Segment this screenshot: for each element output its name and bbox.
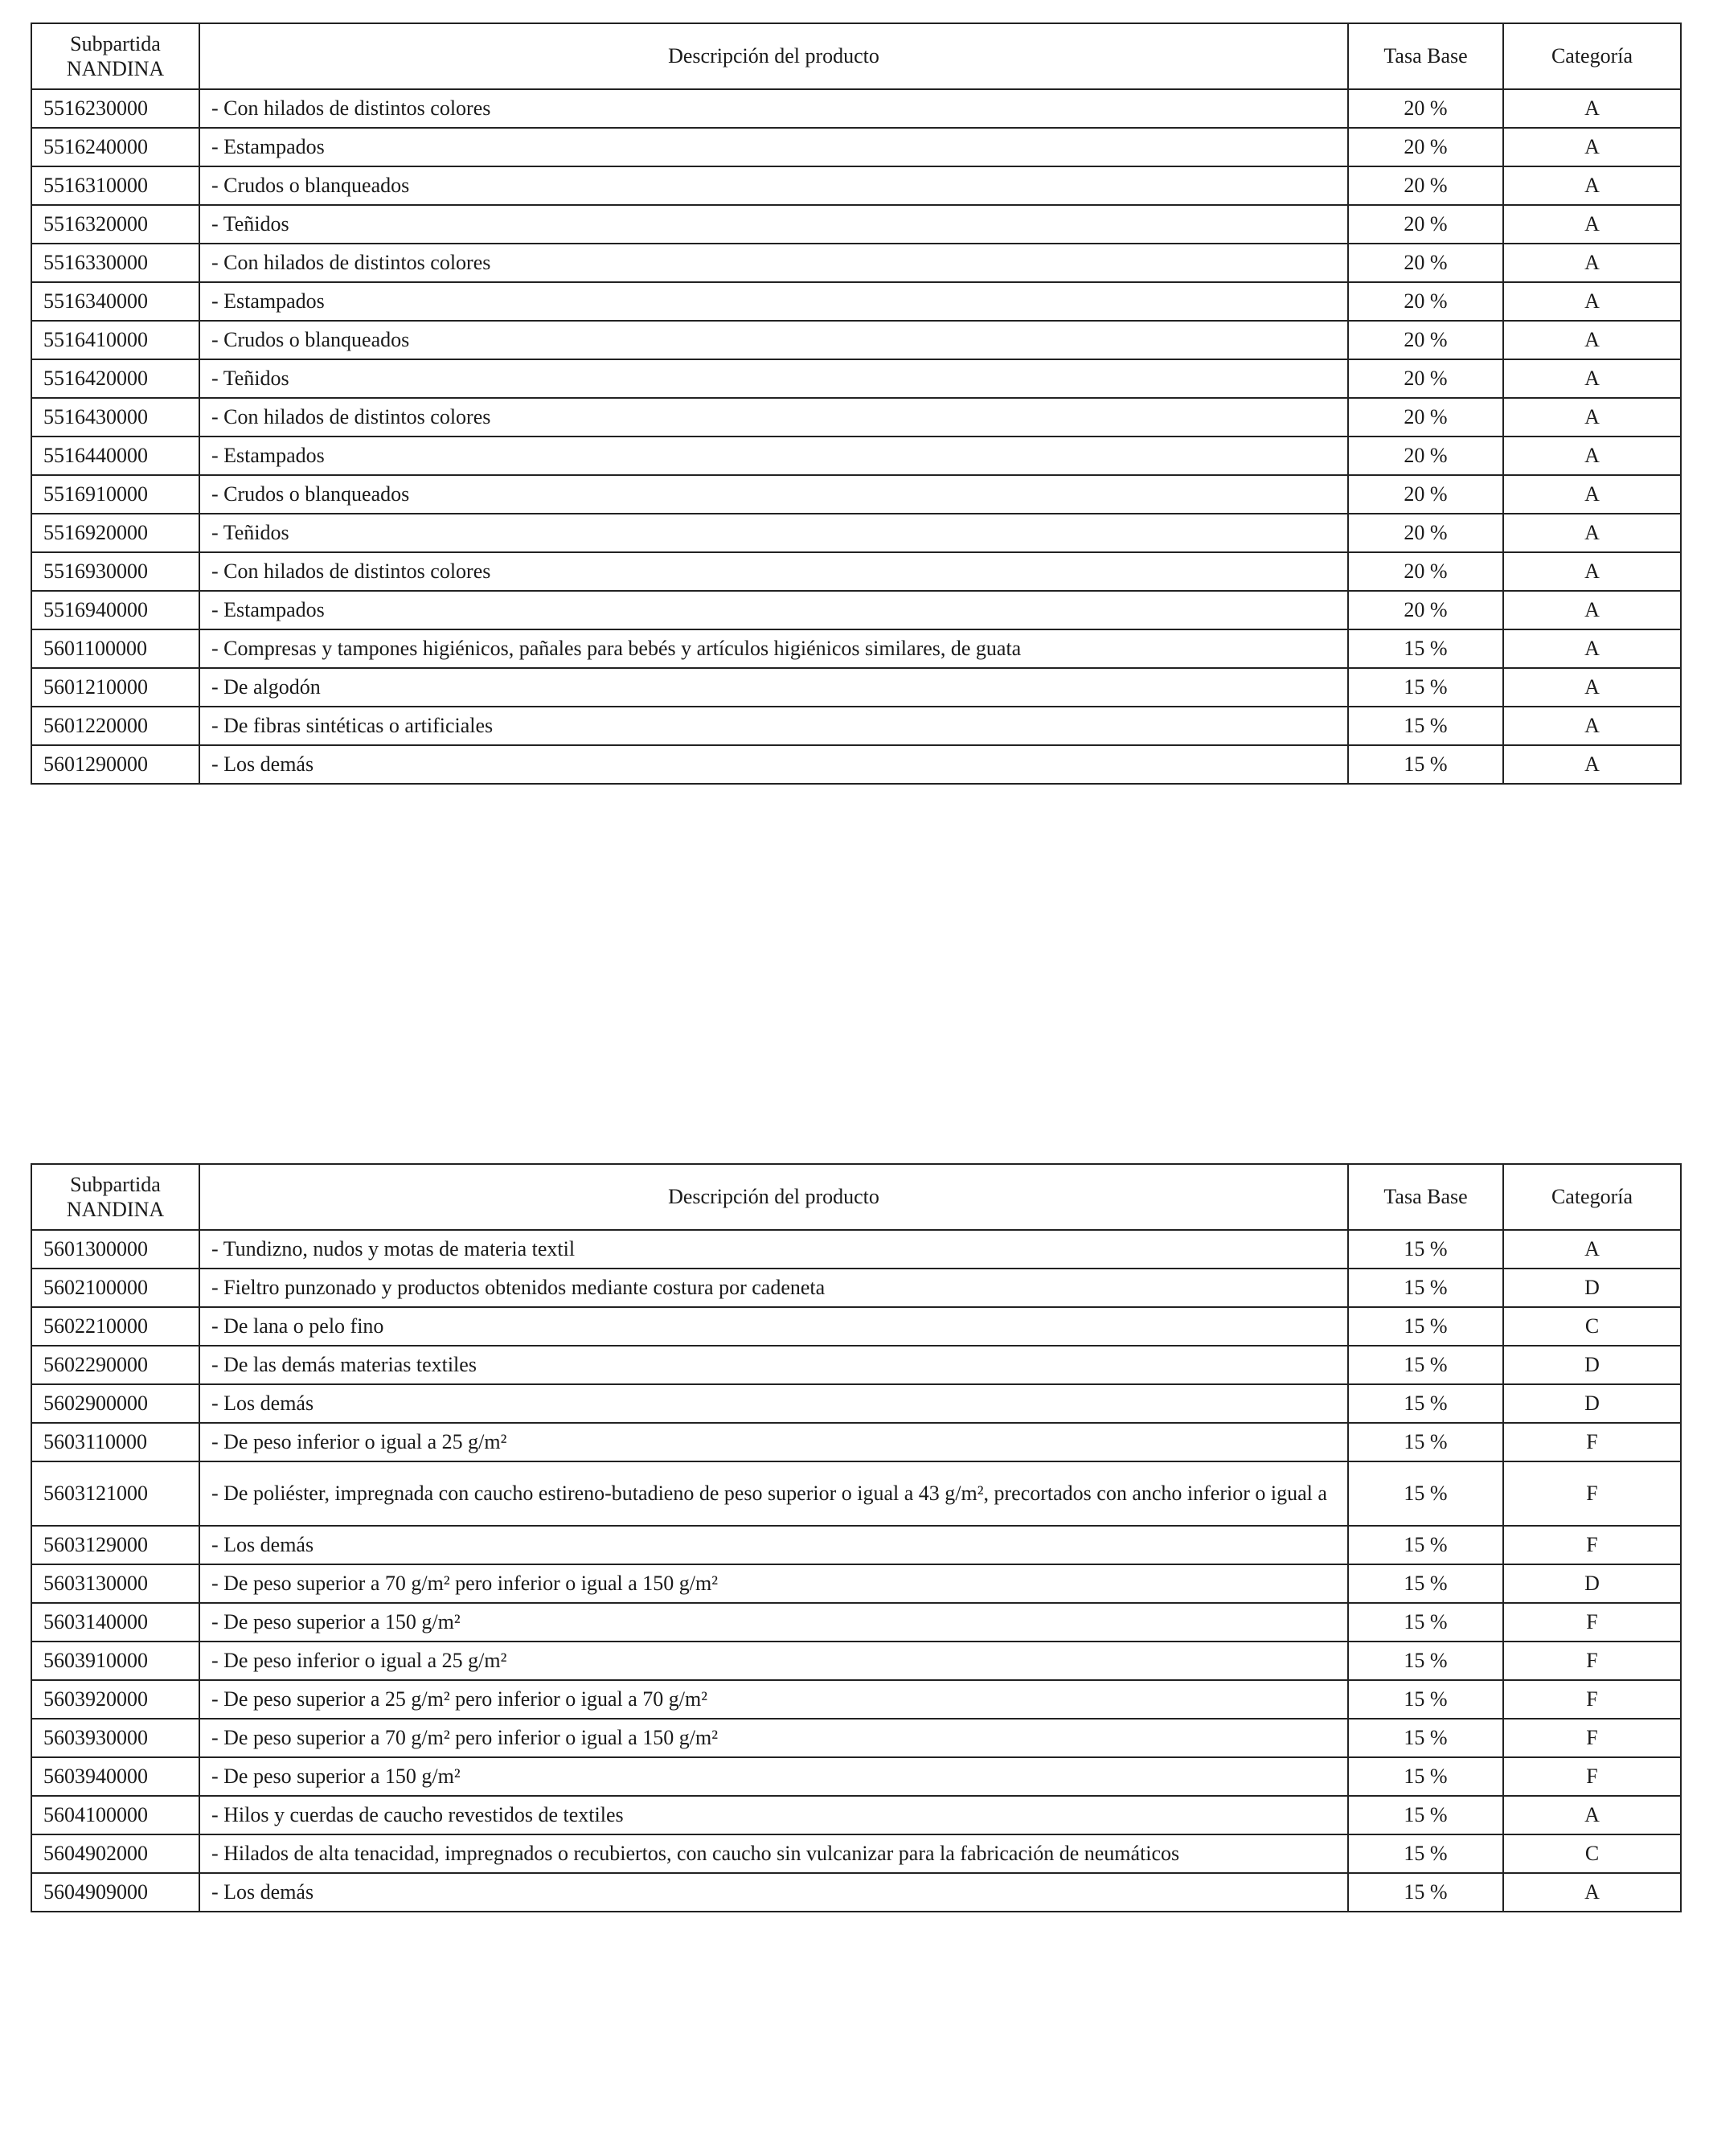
cell-description: - De poliéster, impregnada con caucho estireno-butadieno de peso superior o igual a 43 g/m², precortados con ancho inferior o igual a [199,1461,1348,1526]
cell-rate: 20 % [1348,89,1503,128]
cell-rate: 15 % [1348,629,1503,668]
cell-code: 5516240000 [31,128,199,166]
table-row [31,707,1681,745]
cell-description: - De peso inferior o igual a 25 g/m² [199,1423,1348,1461]
cell-code: 5516430000 [31,398,199,437]
cell-description: - Hilos y cuerdas de caucho revestidos de textiles [199,1796,1348,1834]
cell-category: A [1503,514,1681,552]
cell-category: A [1503,629,1681,668]
cell-code: 5603910000 [31,1642,199,1680]
cell-category: A [1503,205,1681,244]
cell-description: - Tundizno, nudos y motas de materia textil [199,1230,1348,1269]
table-row [31,1269,1681,1307]
cell-code: 5601290000 [31,745,199,784]
cell-rate: 20 % [1348,128,1503,166]
cell-rate: 20 % [1348,359,1503,398]
table-row [31,591,1681,629]
table-row [31,1796,1681,1834]
cell-category: C [1503,1307,1681,1346]
cell-category: C [1503,1834,1681,1873]
cell-category: A [1503,437,1681,475]
cell-code: 5602290000 [31,1346,199,1384]
cell-rate: 15 % [1348,1642,1503,1680]
cell-description: - Crudos o blanqueados [199,166,1348,205]
header-category: Categoría [1503,23,1681,89]
cell-category: A [1503,359,1681,398]
cell-code: 5516230000 [31,89,199,128]
header-description: Descripción del producto [199,23,1348,89]
header-subpartida-line1: Subpartida [70,31,161,55]
cell-code: 5602900000 [31,1384,199,1423]
table-row [31,1307,1681,1346]
cell-description: - Fieltro punzonado y productos obtenidos mediante costura por cadeneta [199,1269,1348,1307]
cell-rate: 15 % [1348,1603,1503,1642]
cell-description: - Los demás [199,1526,1348,1564]
cell-code: 5516330000 [31,244,199,282]
cell-code: 5603140000 [31,1603,199,1642]
tariff-table-1 [31,23,1682,785]
tariff-table-2 [31,1163,1682,1912]
cell-code: 5601210000 [31,668,199,707]
cell-code: 5516440000 [31,437,199,475]
cell-category: D [1503,1384,1681,1423]
cell-category: A [1503,707,1681,745]
cell-category: A [1503,475,1681,514]
cell-code: 5603940000 [31,1757,199,1796]
table-row [31,1526,1681,1564]
cell-code: 5516410000 [31,321,199,359]
cell-category: F [1503,1526,1681,1564]
cell-code: 5603110000 [31,1423,199,1461]
cell-rate: 15 % [1348,1230,1503,1269]
header-subpartida [31,1164,199,1230]
cell-description: - Con hilados de distintos colores [199,552,1348,591]
table-row [31,321,1681,359]
table-row [31,166,1681,205]
cell-category: A [1503,321,1681,359]
cell-rate: 20 % [1348,591,1503,629]
cell-description: - Crudos o blanqueados [199,475,1348,514]
cell-rate: 20 % [1348,205,1503,244]
cell-description: - De peso superior a 70 g/m² pero inferior o igual a 150 g/m² [199,1564,1348,1603]
cell-code: 5516420000 [31,359,199,398]
table-row [31,1719,1681,1757]
cell-code: 5604100000 [31,1796,199,1834]
table-row [31,398,1681,437]
header-subpartida-line2: NANDINA [66,1198,165,1221]
cell-rate: 15 % [1348,1719,1503,1757]
cell-category: A [1503,1796,1681,1834]
cell-category: A [1503,128,1681,166]
table-row [31,1230,1681,1269]
table-row [31,514,1681,552]
cell-rate: 15 % [1348,1526,1503,1564]
header-category: Categoría [1503,1164,1681,1230]
cell-code: 5516930000 [31,552,199,591]
table-row [31,668,1681,707]
cell-category: F [1503,1719,1681,1757]
table-row [31,128,1681,166]
cell-code: 5603920000 [31,1680,199,1719]
cell-category: F [1503,1757,1681,1796]
cell-rate: 20 % [1348,244,1503,282]
cell-code: 5516940000 [31,591,199,629]
cell-category: A [1503,668,1681,707]
cell-category: D [1503,1346,1681,1384]
cell-code: 5603121000 [31,1461,199,1526]
cell-description: - De peso superior a 150 g/m² [199,1757,1348,1796]
cell-description: - Crudos o blanqueados [199,321,1348,359]
cell-description: - De peso inferior o igual a 25 g/m² [199,1642,1348,1680]
cell-rate: 15 % [1348,1269,1503,1307]
cell-code: 5516310000 [31,166,199,205]
cell-rate: 20 % [1348,282,1503,321]
cell-rate: 15 % [1348,1873,1503,1912]
cell-code: 5603130000 [31,1564,199,1603]
table-row [31,1384,1681,1423]
cell-rate: 15 % [1348,1757,1503,1796]
cell-description: - Teñidos [199,205,1348,244]
cell-rate: 15 % [1348,1461,1503,1526]
cell-description: - De las demás materias textiles [199,1346,1348,1384]
cell-rate: 15 % [1348,1564,1503,1603]
cell-rate: 15 % [1348,1680,1503,1719]
cell-rate: 20 % [1348,514,1503,552]
cell-rate: 15 % [1348,1834,1503,1873]
header-subpartida-line2: NANDINA [66,57,165,80]
cell-code: 5604902000 [31,1834,199,1873]
cell-code: 5603930000 [31,1719,199,1757]
cell-description: - Los demás [199,1384,1348,1423]
cell-category: D [1503,1564,1681,1603]
table-row [31,1757,1681,1796]
cell-code: 5601100000 [31,629,199,668]
table-row [31,1680,1681,1719]
cell-code: 5601220000 [31,707,199,745]
cell-rate: 20 % [1348,398,1503,437]
cell-rate: 20 % [1348,437,1503,475]
cell-rate: 15 % [1348,1384,1503,1423]
table-row [31,1461,1681,1526]
cell-code: 5602210000 [31,1307,199,1346]
cell-category: A [1503,1873,1681,1912]
cell-rate: 15 % [1348,668,1503,707]
cell-category: F [1503,1603,1681,1642]
cell-description: - Los demás [199,1873,1348,1912]
table-row [31,205,1681,244]
cell-rate: 20 % [1348,475,1503,514]
table-row [31,1423,1681,1461]
cell-category: D [1503,1269,1681,1307]
cell-rate: 15 % [1348,1346,1503,1384]
table-row [31,745,1681,784]
cell-description: - Estampados [199,591,1348,629]
cell-description: - Con hilados de distintos colores [199,398,1348,437]
cell-description: - De fibras sintéticas o artificiales [199,707,1348,745]
cell-rate: 20 % [1348,552,1503,591]
header-rate: Tasa Base [1348,1164,1503,1230]
cell-code: 5602100000 [31,1269,199,1307]
cell-code: 5516910000 [31,475,199,514]
header-row [31,23,1681,89]
cell-description: - Estampados [199,437,1348,475]
table-row [31,1642,1681,1680]
header-row [31,1164,1681,1230]
table-body [31,89,1681,784]
cell-category: A [1503,745,1681,784]
cell-category: A [1503,166,1681,205]
table-row [31,629,1681,668]
table-row [31,282,1681,321]
cell-category: F [1503,1642,1681,1680]
cell-category: A [1503,244,1681,282]
table-row [31,1564,1681,1603]
cell-description: - Hilados de alta tenacidad, impregnados o recubiertos, con caucho sin vulcanizar para la fabricación de neumáticos [199,1834,1348,1873]
header-rate: Tasa Base [1348,23,1503,89]
table-row [31,1603,1681,1642]
cell-code: 5516340000 [31,282,199,321]
cell-category: A [1503,552,1681,591]
table-row [31,89,1681,128]
cell-code: 5516920000 [31,514,199,552]
cell-rate: 20 % [1348,166,1503,205]
cell-rate: 15 % [1348,1307,1503,1346]
cell-category: A [1503,89,1681,128]
table-row [31,552,1681,591]
cell-category: F [1503,1461,1681,1526]
cell-code: 5601300000 [31,1230,199,1269]
cell-rate: 15 % [1348,1423,1503,1461]
cell-description: - Con hilados de distintos colores [199,89,1348,128]
table-body [31,1230,1681,1912]
cell-description: - De lana o pelo fino [199,1307,1348,1346]
cell-code: 5603129000 [31,1526,199,1564]
header-subpartida [31,23,199,89]
cell-description: - De peso superior a 150 g/m² [199,1603,1348,1642]
table-row [31,1346,1681,1384]
cell-description: - Compresas y tampones higiénicos, pañales para bebés y artículos higiénicos similares, de guata [199,629,1348,668]
table-row [31,475,1681,514]
cell-category: A [1503,1230,1681,1269]
cell-description: - Teñidos [199,514,1348,552]
cell-description: - Teñidos [199,359,1348,398]
cell-rate: 15 % [1348,745,1503,784]
header-subpartida-line1: Subpartida [70,1172,161,1196]
cell-category: A [1503,398,1681,437]
header-description: Descripción del producto [199,1164,1348,1230]
cell-category: A [1503,591,1681,629]
cell-category: A [1503,282,1681,321]
cell-rate: 15 % [1348,707,1503,745]
cell-rate: 15 % [1348,1796,1503,1834]
cell-category: F [1503,1423,1681,1461]
cell-description: - De algodón [199,668,1348,707]
table-row [31,437,1681,475]
cell-description: - De peso superior a 70 g/m² pero inferior o igual a 150 g/m² [199,1719,1348,1757]
cell-description: - Estampados [199,282,1348,321]
cell-category: F [1503,1680,1681,1719]
cell-description: - De peso superior a 25 g/m² pero inferior o igual a 70 g/m² [199,1680,1348,1719]
cell-rate: 20 % [1348,321,1503,359]
table-row [31,244,1681,282]
cell-code: 5604909000 [31,1873,199,1912]
table-row [31,1834,1681,1873]
cell-description: - Los demás [199,745,1348,784]
cell-description: - Estampados [199,128,1348,166]
cell-description: - Con hilados de distintos colores [199,244,1348,282]
table-row [31,1873,1681,1912]
cell-code: 5516320000 [31,205,199,244]
table-row [31,359,1681,398]
